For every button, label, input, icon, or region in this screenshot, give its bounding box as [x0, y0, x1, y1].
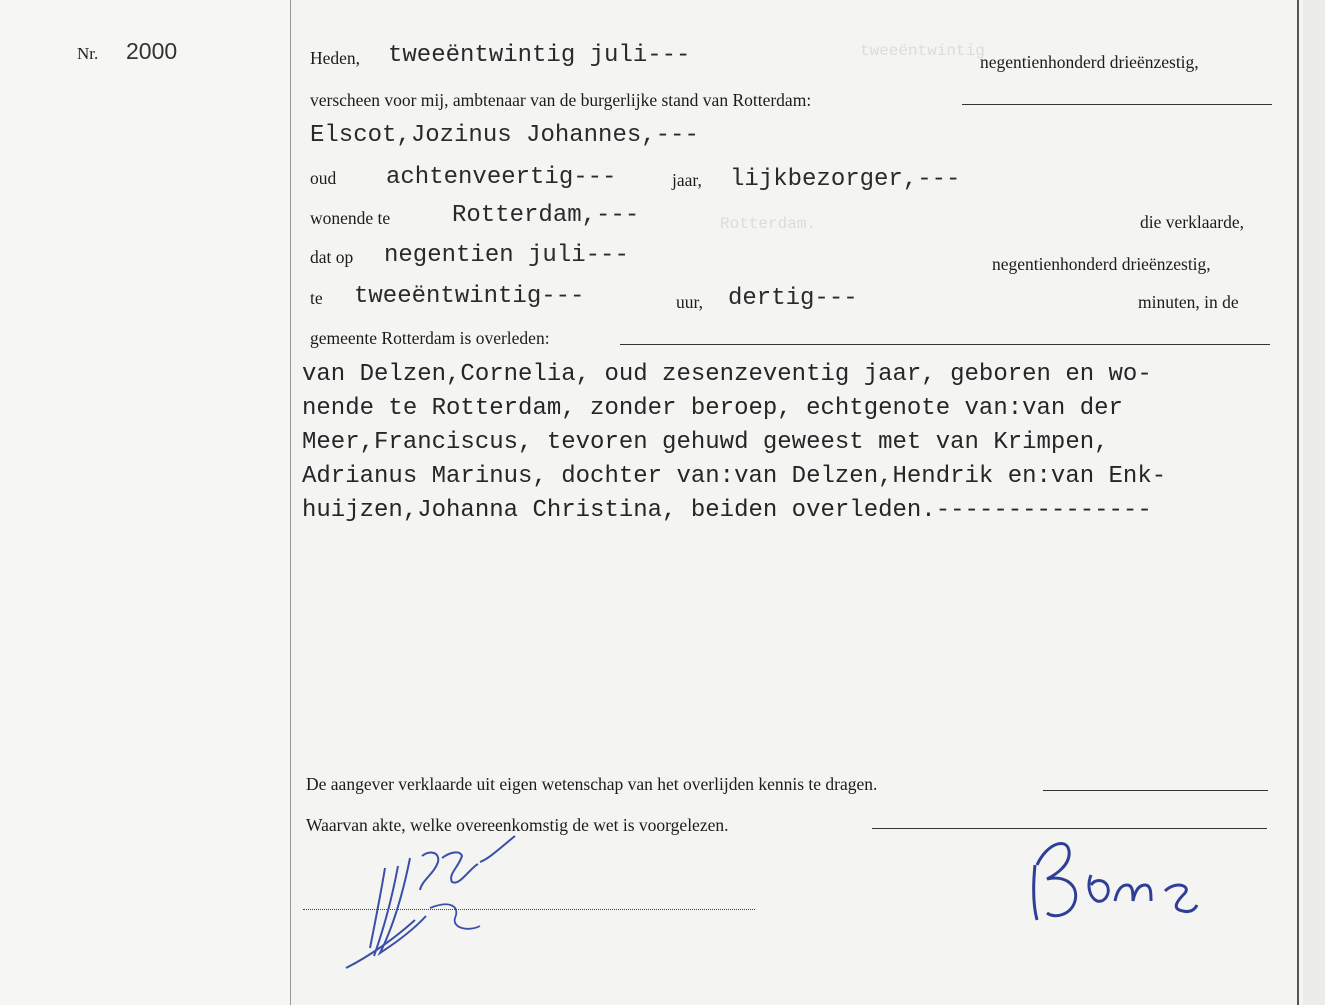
jaar-label: jaar, [672, 170, 702, 190]
left-margin [0, 0, 290, 1005]
te-label: te [310, 288, 323, 308]
deceased-line: huijzen,Johanna Christina, beiden overleden.--------------- [302, 497, 1152, 524]
fill-line-4 [872, 828, 1267, 829]
margin-divider [290, 0, 291, 1005]
typed-death-date: negentien juli--- [384, 242, 629, 269]
dat-op-label: dat op [310, 247, 354, 267]
bleed-through-2: Rotterdam. [720, 215, 817, 233]
deceased-line: van Delzen,Cornelia, oud zesenzeventig jaar, geboren en wo- [302, 361, 1152, 388]
die-verklaarde-label: die verklaarde, [1140, 212, 1244, 232]
typed-residence: Rotterdam,--- [452, 202, 640, 229]
official-signature [1025, 835, 1205, 930]
wonende-label: wonende te [310, 208, 391, 228]
typed-informant-name: Elscot,Jozinus Johannes,--- [310, 122, 699, 149]
deceased-paragraph [302, 358, 1292, 528]
fill-line-2 [620, 344, 1270, 345]
informant-signature [340, 828, 540, 978]
deceased-line: Meer,Franciscus, tevoren gehuwd geweest met van Krimpen, [302, 429, 1109, 456]
deceased-line: nende te Rotterdam, zonder beroep, echtgenote van:van der [302, 395, 1123, 422]
year-label: negentienhonderd drieënzestig, [980, 52, 1199, 72]
typed-age: achtenveertig--- [386, 164, 617, 191]
oud-label: oud [310, 168, 337, 188]
aangever-statement: De aangever verklaarde uit eigen wetenschap van het overlijden kennis te dragen. [306, 774, 878, 794]
typed-minutes: dertig--- [728, 285, 858, 312]
year-label-2: negentienhonderd drieënzestig, [992, 254, 1211, 274]
page-edge [1303, 0, 1325, 1005]
typed-hour: tweeëntwintig--- [354, 283, 585, 310]
heden-label: Heden, [310, 48, 361, 68]
waarvan-statement: Waarvan akte, welke overeenkomstig de wet is voorgelezen. [306, 815, 729, 835]
page-edge-line [1297, 0, 1299, 1005]
record-number-label: Nr. [77, 44, 99, 63]
minuten-label: minuten, in de [1138, 292, 1239, 312]
deceased-line: Adrianus Marinus, dochter van:van Delzen,Hendrik en:van Enk- [302, 463, 1167, 490]
typed-date: tweeëntwintig juli--- [388, 42, 691, 69]
uur-label: uur, [676, 292, 704, 312]
verscheen-label: verscheen voor mij, ambtenaar van de burgerlijke stand van Rotterdam: [310, 90, 812, 110]
fill-line-3 [1043, 790, 1268, 791]
gemeente-label: gemeente Rotterdam is overleden: [310, 328, 550, 348]
fill-line-1 [962, 104, 1272, 105]
record-number: 2000 [126, 38, 178, 64]
bleed-through-1: tweeëntwintig [860, 42, 985, 60]
typed-occupation: lijkbezorger,--- [730, 166, 961, 193]
